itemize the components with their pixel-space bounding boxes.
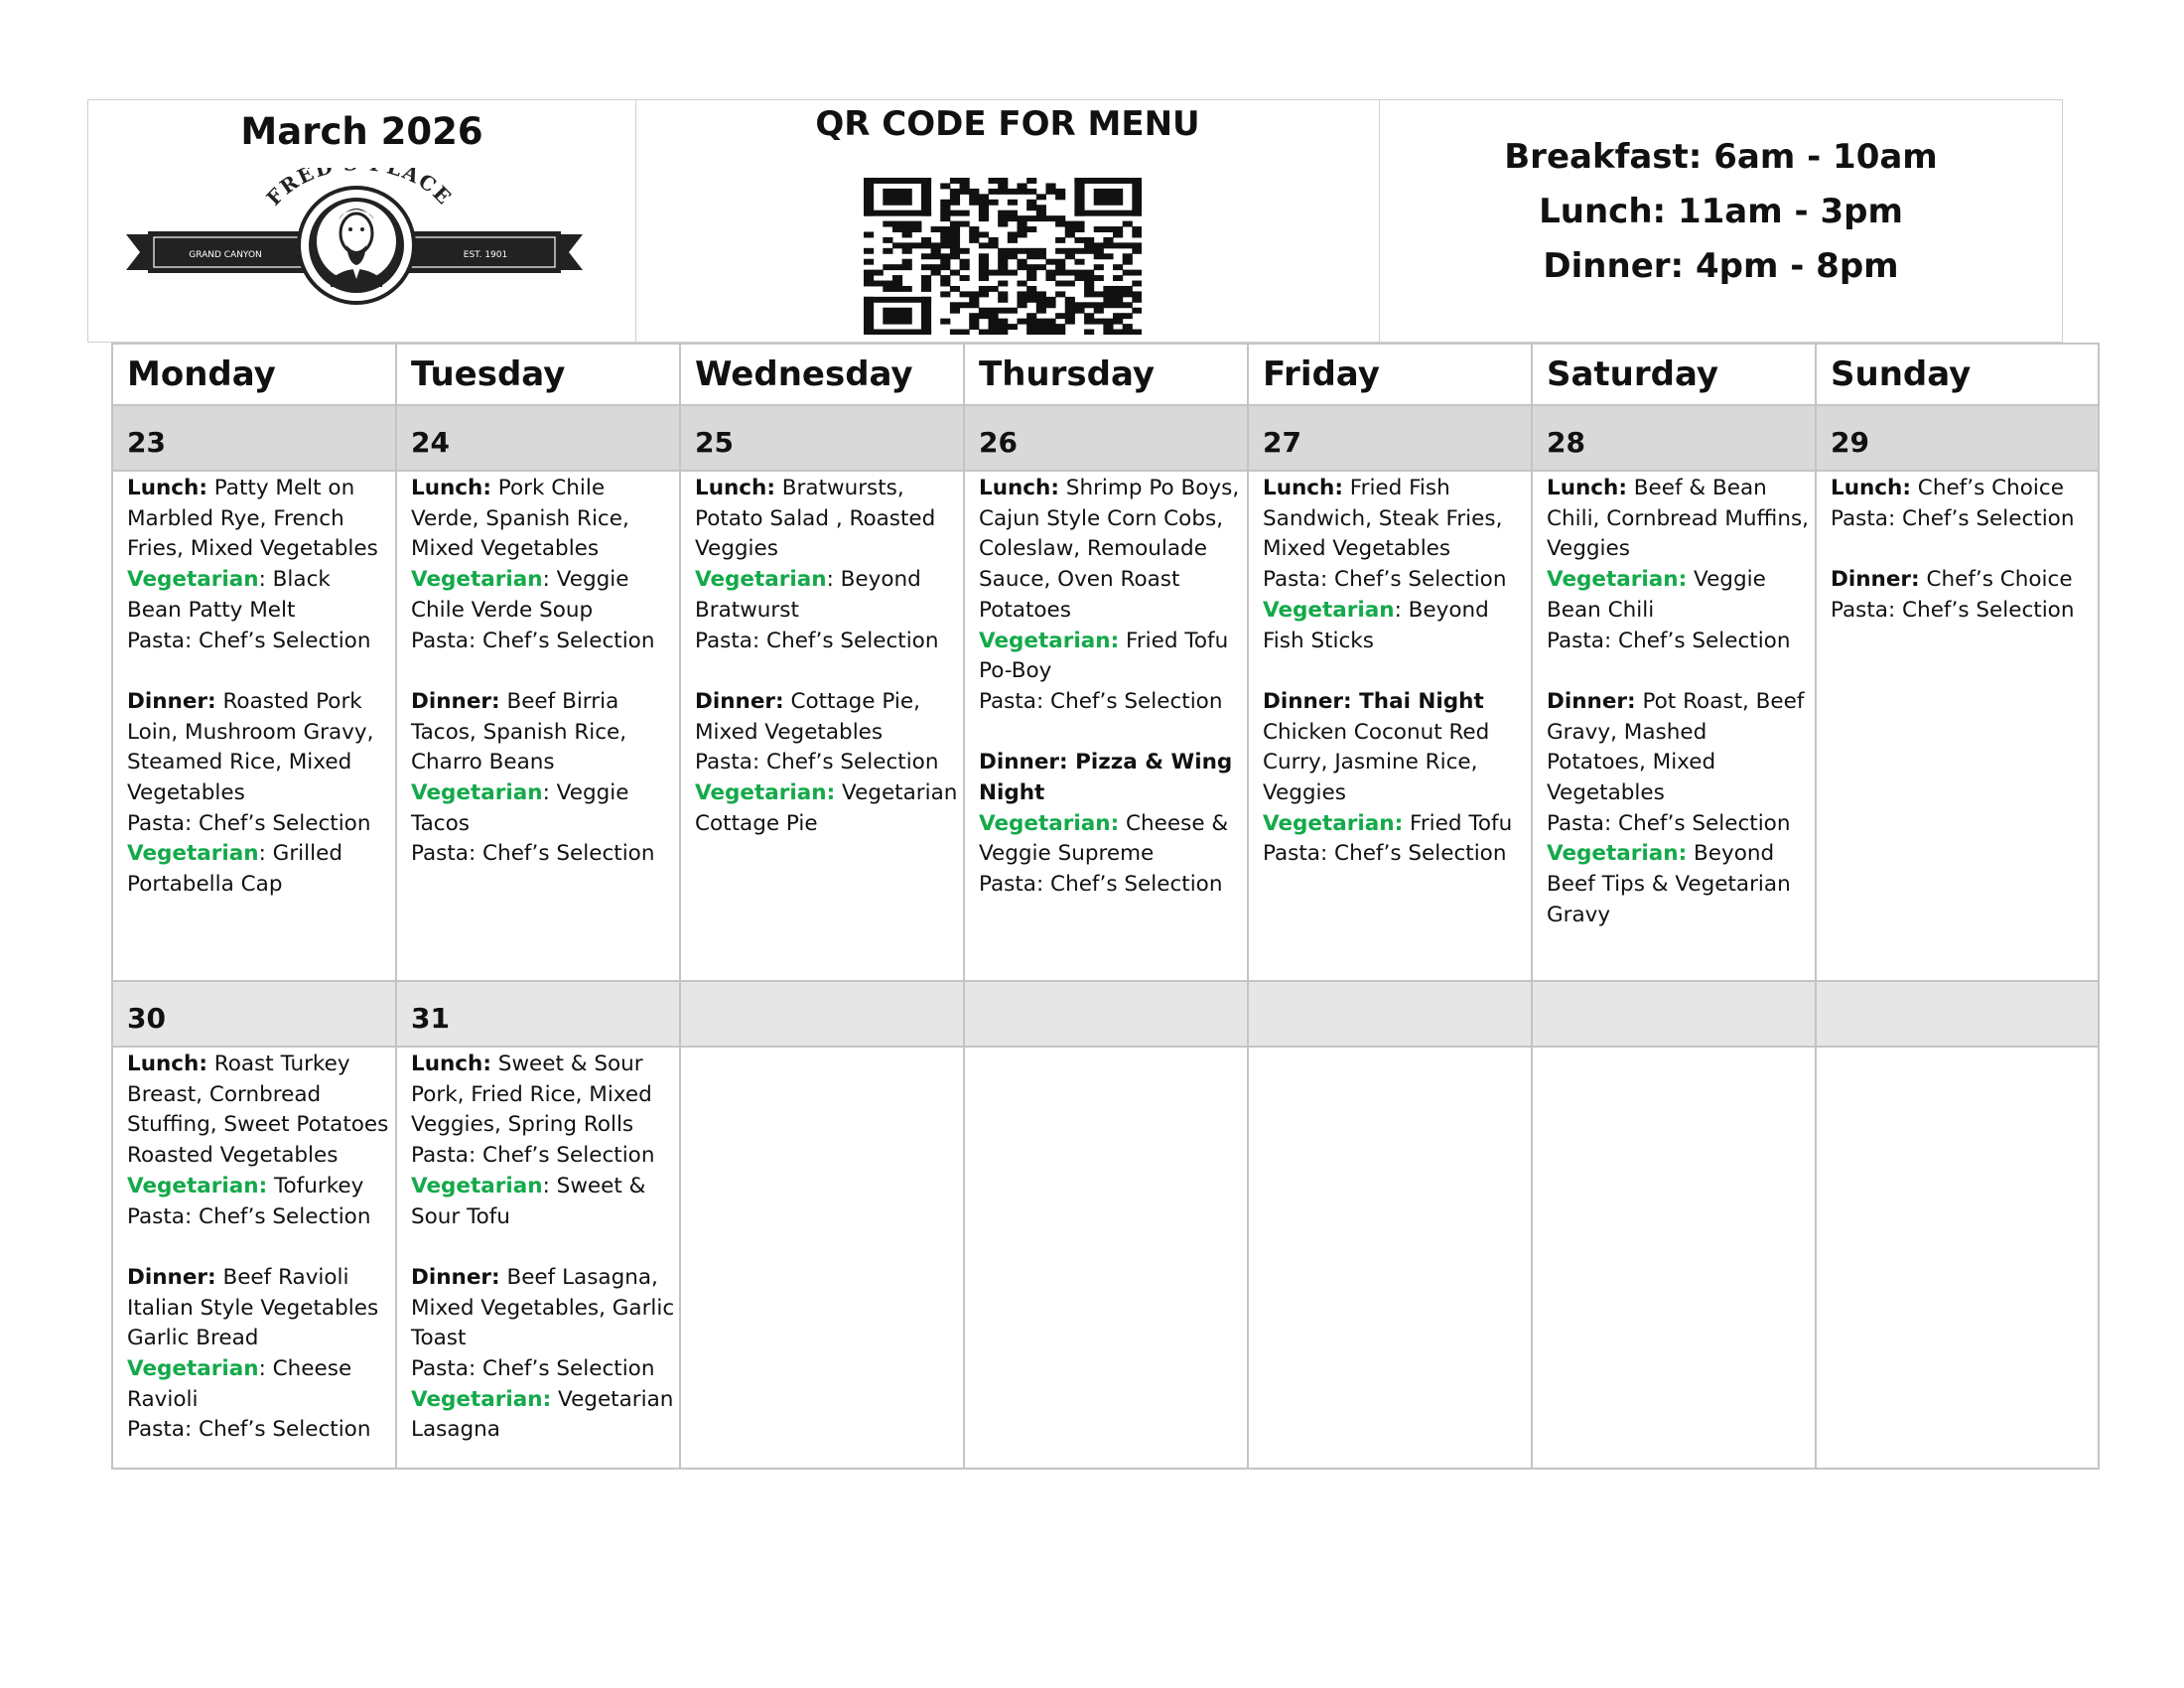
menu-text: : Veggie Tacos bbox=[411, 780, 629, 836]
vegetarian-label: Vegetarian bbox=[411, 780, 543, 806]
day-header: Saturday bbox=[1532, 344, 1816, 405]
menu-text: Cottage Pie, Mixed Vegetables bbox=[695, 688, 920, 745]
meal-label: Lunch: bbox=[411, 1052, 491, 1076]
day-header: Monday bbox=[112, 344, 396, 405]
menu-text: : Beyond Fish Sticks bbox=[1263, 597, 1489, 653]
menu-line bbox=[411, 627, 675, 657]
menu-text: Beyond Beef Tips & Vegetarian Gravy bbox=[1547, 841, 1791, 927]
menu-line bbox=[1547, 565, 1811, 626]
date-number bbox=[1816, 981, 2099, 1047]
menu-text: Chicken Coconut Red Curry, Jasmine Rice, Veggies bbox=[1263, 719, 1490, 806]
menu-line bbox=[979, 687, 1243, 718]
menu-text: Pasta: Chef’s Selection bbox=[1547, 810, 1791, 836]
menu-cell bbox=[964, 1047, 1248, 1469]
vegetarian-label: Vegetarian bbox=[127, 567, 259, 593]
date-number: 31 bbox=[396, 981, 680, 1047]
menu-line bbox=[127, 839, 391, 900]
day-header: Thursday bbox=[964, 344, 1248, 405]
menu-line bbox=[695, 748, 959, 778]
menu-text: Sweet & Sour Pork, Fried Rice, Mixed Veggies, Spring Rolls bbox=[411, 1052, 652, 1138]
qr-cell bbox=[636, 100, 1380, 342]
menu-line bbox=[1831, 474, 2094, 504]
menu-line bbox=[1263, 718, 1527, 809]
menu-line bbox=[979, 718, 1243, 749]
menu-line bbox=[127, 1354, 391, 1415]
meal-label: Dinner: Pizza & Wing Night bbox=[979, 750, 1233, 806]
menu-cell bbox=[112, 1047, 396, 1469]
vegetarian-label: Vegetarian: bbox=[127, 1173, 268, 1198]
menu-line bbox=[411, 1354, 675, 1385]
weekday-header-row bbox=[112, 344, 2099, 405]
date-number: 24 bbox=[396, 405, 680, 471]
meal-label: Lunch: bbox=[411, 476, 491, 500]
day-header: Sunday bbox=[1816, 344, 2099, 405]
lunch-hours: Lunch: 11am - 3pm bbox=[1539, 192, 1903, 231]
menu-text: Pasta: Chef’s Selection bbox=[1831, 505, 2075, 531]
menu-line bbox=[1263, 687, 1527, 718]
menu-line bbox=[695, 778, 959, 839]
menu-text: Beef & Bean Chili, Cornbread Muffins, Veggies bbox=[1547, 476, 1810, 562]
month-cell bbox=[88, 100, 636, 342]
vegetarian-label: Vegetarian: bbox=[411, 1386, 552, 1412]
menu-text: Pasta: Chef’s Selection bbox=[127, 1417, 371, 1443]
meal-label: Lunch: bbox=[1263, 476, 1343, 500]
menu-text: Beef Birria Tacos, Spanish Rice, Charro Beans bbox=[411, 688, 627, 775]
day-header: Tuesday bbox=[396, 344, 680, 405]
date-number bbox=[964, 981, 1248, 1047]
menu-text: Roasted Pork Loin, Mushroom Gravy, Steamed Rice, Mixed Vegetables bbox=[127, 688, 374, 806]
menu-text: : Beyond Bratwurst bbox=[695, 567, 921, 623]
meal-label: Dinner: bbox=[1547, 688, 1636, 714]
meal-label: Dinner: bbox=[695, 688, 784, 714]
date-number: 29 bbox=[1816, 405, 2099, 471]
menu-line bbox=[411, 778, 675, 839]
menu-line bbox=[127, 1202, 391, 1233]
menu-line bbox=[979, 474, 1243, 627]
vegetarian-label: Vegetarian bbox=[1263, 597, 1395, 623]
menu-line bbox=[411, 474, 675, 565]
meal-label: Lunch: bbox=[127, 476, 207, 500]
date-number bbox=[1248, 981, 1532, 1047]
menu-line bbox=[1547, 474, 1811, 565]
menu-text: Pasta: Chef’s Selection bbox=[127, 810, 371, 836]
menu-text: Patty Melt on Marbled Rye, French Fries, Mixed Vegetables bbox=[127, 476, 378, 562]
menu-cell bbox=[1532, 471, 1816, 981]
meal-label: Lunch: bbox=[1831, 476, 1911, 500]
menu-line bbox=[1263, 565, 1527, 596]
menu-text: Pasta: Chef’s Selection bbox=[1831, 597, 2075, 623]
menu-line bbox=[695, 687, 959, 748]
menu-cell bbox=[396, 471, 680, 981]
svg-text:FRED'S PLACE: FRE LACE bbox=[261, 168, 458, 211]
menu-line bbox=[127, 656, 391, 687]
menu-line bbox=[127, 1232, 391, 1263]
menu-line bbox=[979, 748, 1243, 808]
menu-text: Pasta: Chef’s Selection bbox=[411, 1143, 655, 1169]
menu-line bbox=[411, 565, 675, 626]
menu-line bbox=[695, 474, 959, 565]
menu-line bbox=[1547, 839, 1811, 930]
menu-row bbox=[112, 1047, 2099, 1469]
menu-line bbox=[1263, 809, 1527, 840]
date-number bbox=[1532, 981, 1816, 1047]
menu-cell bbox=[680, 1047, 964, 1469]
date-number: 23 bbox=[112, 405, 396, 471]
menu-line bbox=[127, 1263, 391, 1354]
menu-text: Pasta: Chef’s Selection bbox=[411, 841, 655, 867]
menu-line bbox=[411, 1050, 675, 1141]
menu-line bbox=[127, 474, 391, 565]
menu-line bbox=[127, 687, 391, 809]
menu-line bbox=[411, 1232, 675, 1263]
menu-line bbox=[411, 1172, 675, 1232]
menu-line bbox=[979, 870, 1243, 901]
menu-text: Beef Lasagna, Mixed Vegetables, Garlic Toast bbox=[411, 1264, 675, 1351]
hours-cell bbox=[1380, 100, 2062, 342]
qr-title: QR CODE FOR MENU bbox=[815, 104, 1200, 144]
meal-label: Dinner: bbox=[411, 1264, 500, 1290]
menu-text: Pasta: Chef’s Selection bbox=[979, 872, 1223, 898]
vegetarian-label: Vegetarian bbox=[695, 567, 827, 593]
menu-line bbox=[695, 656, 959, 687]
menu-line bbox=[411, 656, 675, 687]
date-number: 25 bbox=[680, 405, 964, 471]
meal-label: Lunch: bbox=[1547, 476, 1627, 500]
menu-line bbox=[1263, 474, 1527, 565]
menu-line bbox=[127, 627, 391, 657]
menu-cell bbox=[1248, 1047, 1532, 1469]
menu-line bbox=[1547, 687, 1811, 809]
breakfast-hours: Breakfast: 6am - 10am bbox=[1504, 137, 1938, 177]
qr-code[interactable] bbox=[864, 178, 1142, 335]
menu-text: Tofurkey bbox=[267, 1173, 364, 1198]
svg-text:GRAND CANYON: GRAND CANYON bbox=[189, 250, 262, 260]
vegetarian-label: Vegetarian: bbox=[695, 780, 836, 806]
date-number: 30 bbox=[112, 981, 396, 1047]
menu-text: Pasta: Chef’s Selection bbox=[1263, 841, 1507, 867]
menu-line bbox=[411, 1141, 675, 1172]
menu-line bbox=[979, 809, 1243, 870]
date-number: 27 bbox=[1248, 405, 1532, 471]
menu-cell bbox=[112, 471, 396, 981]
menu-line bbox=[1831, 596, 2094, 627]
date-number bbox=[680, 981, 964, 1047]
menu-text: Cheese & Veggie Supreme bbox=[979, 810, 1229, 867]
menu-text: Bratwursts, Potato Salad , Roasted Veggies bbox=[695, 476, 936, 562]
menu-text: Vegetarian Cottage Pie bbox=[695, 780, 958, 836]
menu-line bbox=[1547, 809, 1811, 840]
day-header: Friday bbox=[1248, 344, 1532, 405]
day-header: Wednesday bbox=[680, 344, 964, 405]
menu-text: Beef Ravioli Italian Style Vegetables Garlic Bread bbox=[127, 1264, 379, 1351]
menu-cell bbox=[1248, 471, 1532, 981]
svg-text:EST. 1901: EST. 1901 bbox=[463, 250, 508, 260]
header-table bbox=[87, 99, 2063, 343]
meal-label: Lunch: bbox=[127, 1052, 207, 1076]
vegetarian-label: Vegetarian: bbox=[979, 628, 1120, 653]
menu-cell bbox=[1816, 471, 2099, 981]
vegetarian-label: Vegetarian bbox=[127, 841, 259, 867]
menu-line bbox=[1263, 596, 1527, 656]
meal-label: Lunch: bbox=[695, 476, 775, 500]
vegetarian-label: Vegetarian: bbox=[1547, 567, 1688, 593]
menu-line bbox=[127, 809, 391, 840]
menu-text: Pasta: Chef’s Selection bbox=[979, 688, 1223, 714]
menu-text: Chef’s Choice bbox=[1919, 567, 2073, 593]
vegetarian-label: Vegetarian: bbox=[979, 810, 1120, 836]
menu-text: : Cheese Ravioli bbox=[127, 1356, 352, 1412]
menu-line bbox=[1547, 656, 1811, 687]
menu-line bbox=[695, 627, 959, 657]
menu-calendar bbox=[111, 343, 2100, 1470]
menu-line bbox=[1831, 504, 2094, 535]
freds-place-logo bbox=[126, 168, 583, 307]
menu-text: : Veggie Chile Verde Soup bbox=[411, 567, 629, 623]
meal-label: Lunch: bbox=[979, 476, 1059, 500]
menu-line bbox=[411, 1263, 675, 1354]
menu-cell bbox=[396, 1047, 680, 1469]
meal-label: Dinner: bbox=[127, 688, 216, 714]
date-row bbox=[112, 405, 2099, 471]
menu-line bbox=[127, 1050, 391, 1172]
menu-line bbox=[411, 839, 675, 870]
dinner-hours: Dinner: 4pm - 8pm bbox=[1543, 246, 1899, 286]
menu-text: Pasta: Chef’s Selection bbox=[411, 628, 655, 653]
menu-cell bbox=[680, 471, 964, 981]
date-number: 26 bbox=[964, 405, 1248, 471]
menu-text: Fried Fish Sandwich, Steak Fries, Mixed Vegetables bbox=[1263, 476, 1503, 562]
menu-text: Fried Tofu bbox=[1403, 810, 1513, 836]
hours-list bbox=[1380, 130, 2062, 294]
menu-text: : Sweet & Sour Tofu bbox=[411, 1173, 646, 1229]
menu-line bbox=[1263, 839, 1527, 870]
menu-line bbox=[979, 627, 1243, 687]
month-title: March 2026 bbox=[240, 110, 483, 153]
menu-text: Pot Roast, Beef Gravy, Mashed Potatoes, Mixed Vegetables bbox=[1547, 688, 1805, 806]
menu-text: Pasta: Chef’s Selection bbox=[127, 1203, 371, 1229]
menu-text: Chef’s Choice bbox=[1910, 476, 2064, 500]
menu-text: Pasta: Chef’s Selection bbox=[1547, 628, 1791, 653]
vegetarian-label: Vegetarian: bbox=[1263, 810, 1404, 836]
meal-label: Dinner: bbox=[411, 688, 500, 714]
menu-text: Pasta: Chef’s Selection bbox=[411, 1356, 655, 1382]
vegetarian-label: Vegetarian bbox=[411, 1173, 543, 1198]
menu-text: Veggie Bean Chili bbox=[1547, 567, 1766, 623]
menu-line bbox=[127, 1415, 391, 1446]
menu-cell bbox=[1532, 1047, 1816, 1469]
menu-text: Shrimp Po Boys, Cajun Style Corn Cobs, Coleslaw, Remoulade Sauce, Oven Roast Potatoes bbox=[979, 476, 1240, 623]
meal-label: Dinner: bbox=[1831, 567, 1920, 593]
menu-line bbox=[127, 565, 391, 626]
menu-text: : Black Bean Patty Melt bbox=[127, 567, 331, 623]
date-row bbox=[112, 981, 2099, 1047]
menu-line bbox=[1831, 534, 2094, 565]
menu-line bbox=[411, 687, 675, 778]
menu-line bbox=[127, 1172, 391, 1202]
vegetarian-label: Vegetarian bbox=[411, 567, 543, 593]
menu-line bbox=[695, 565, 959, 626]
menu-text: Pasta: Chef’s Selection bbox=[1263, 567, 1507, 593]
date-number: 28 bbox=[1532, 405, 1816, 471]
vegetarian-label: Vegetarian bbox=[127, 1356, 259, 1382]
meal-label: Dinner: Thai Night bbox=[1263, 688, 1484, 714]
menu-line bbox=[1263, 656, 1527, 687]
menu-line bbox=[1831, 565, 2094, 596]
menu-cell bbox=[1816, 1047, 2099, 1469]
menu-text: Pasta: Chef’s Selection bbox=[695, 750, 939, 775]
menu-text: : Grilled Portabella Cap bbox=[127, 841, 342, 898]
menu-text: Fried Tofu Po-Boy bbox=[979, 628, 1229, 684]
menu-text: Vegetarian Lasagna bbox=[411, 1386, 674, 1443]
menu-text: Pasta: Chef’s Selection bbox=[127, 628, 371, 653]
menu-row bbox=[112, 471, 2099, 981]
meal-label: Dinner: bbox=[127, 1264, 216, 1290]
vegetarian-label: Vegetarian: bbox=[1547, 841, 1688, 867]
menu-line bbox=[1547, 627, 1811, 657]
menu-text: Roast Turkey Breast, Cornbread Stuffing, Sweet Potatoes Roasted Vegetables bbox=[127, 1052, 389, 1169]
menu-text: Pork Chile Verde, Spanish Rice, Mixed Vegetables bbox=[411, 476, 629, 562]
menu-text: Pasta: Chef’s Selection bbox=[695, 628, 939, 653]
menu-cell bbox=[964, 471, 1248, 981]
menu-line bbox=[411, 1385, 675, 1446]
